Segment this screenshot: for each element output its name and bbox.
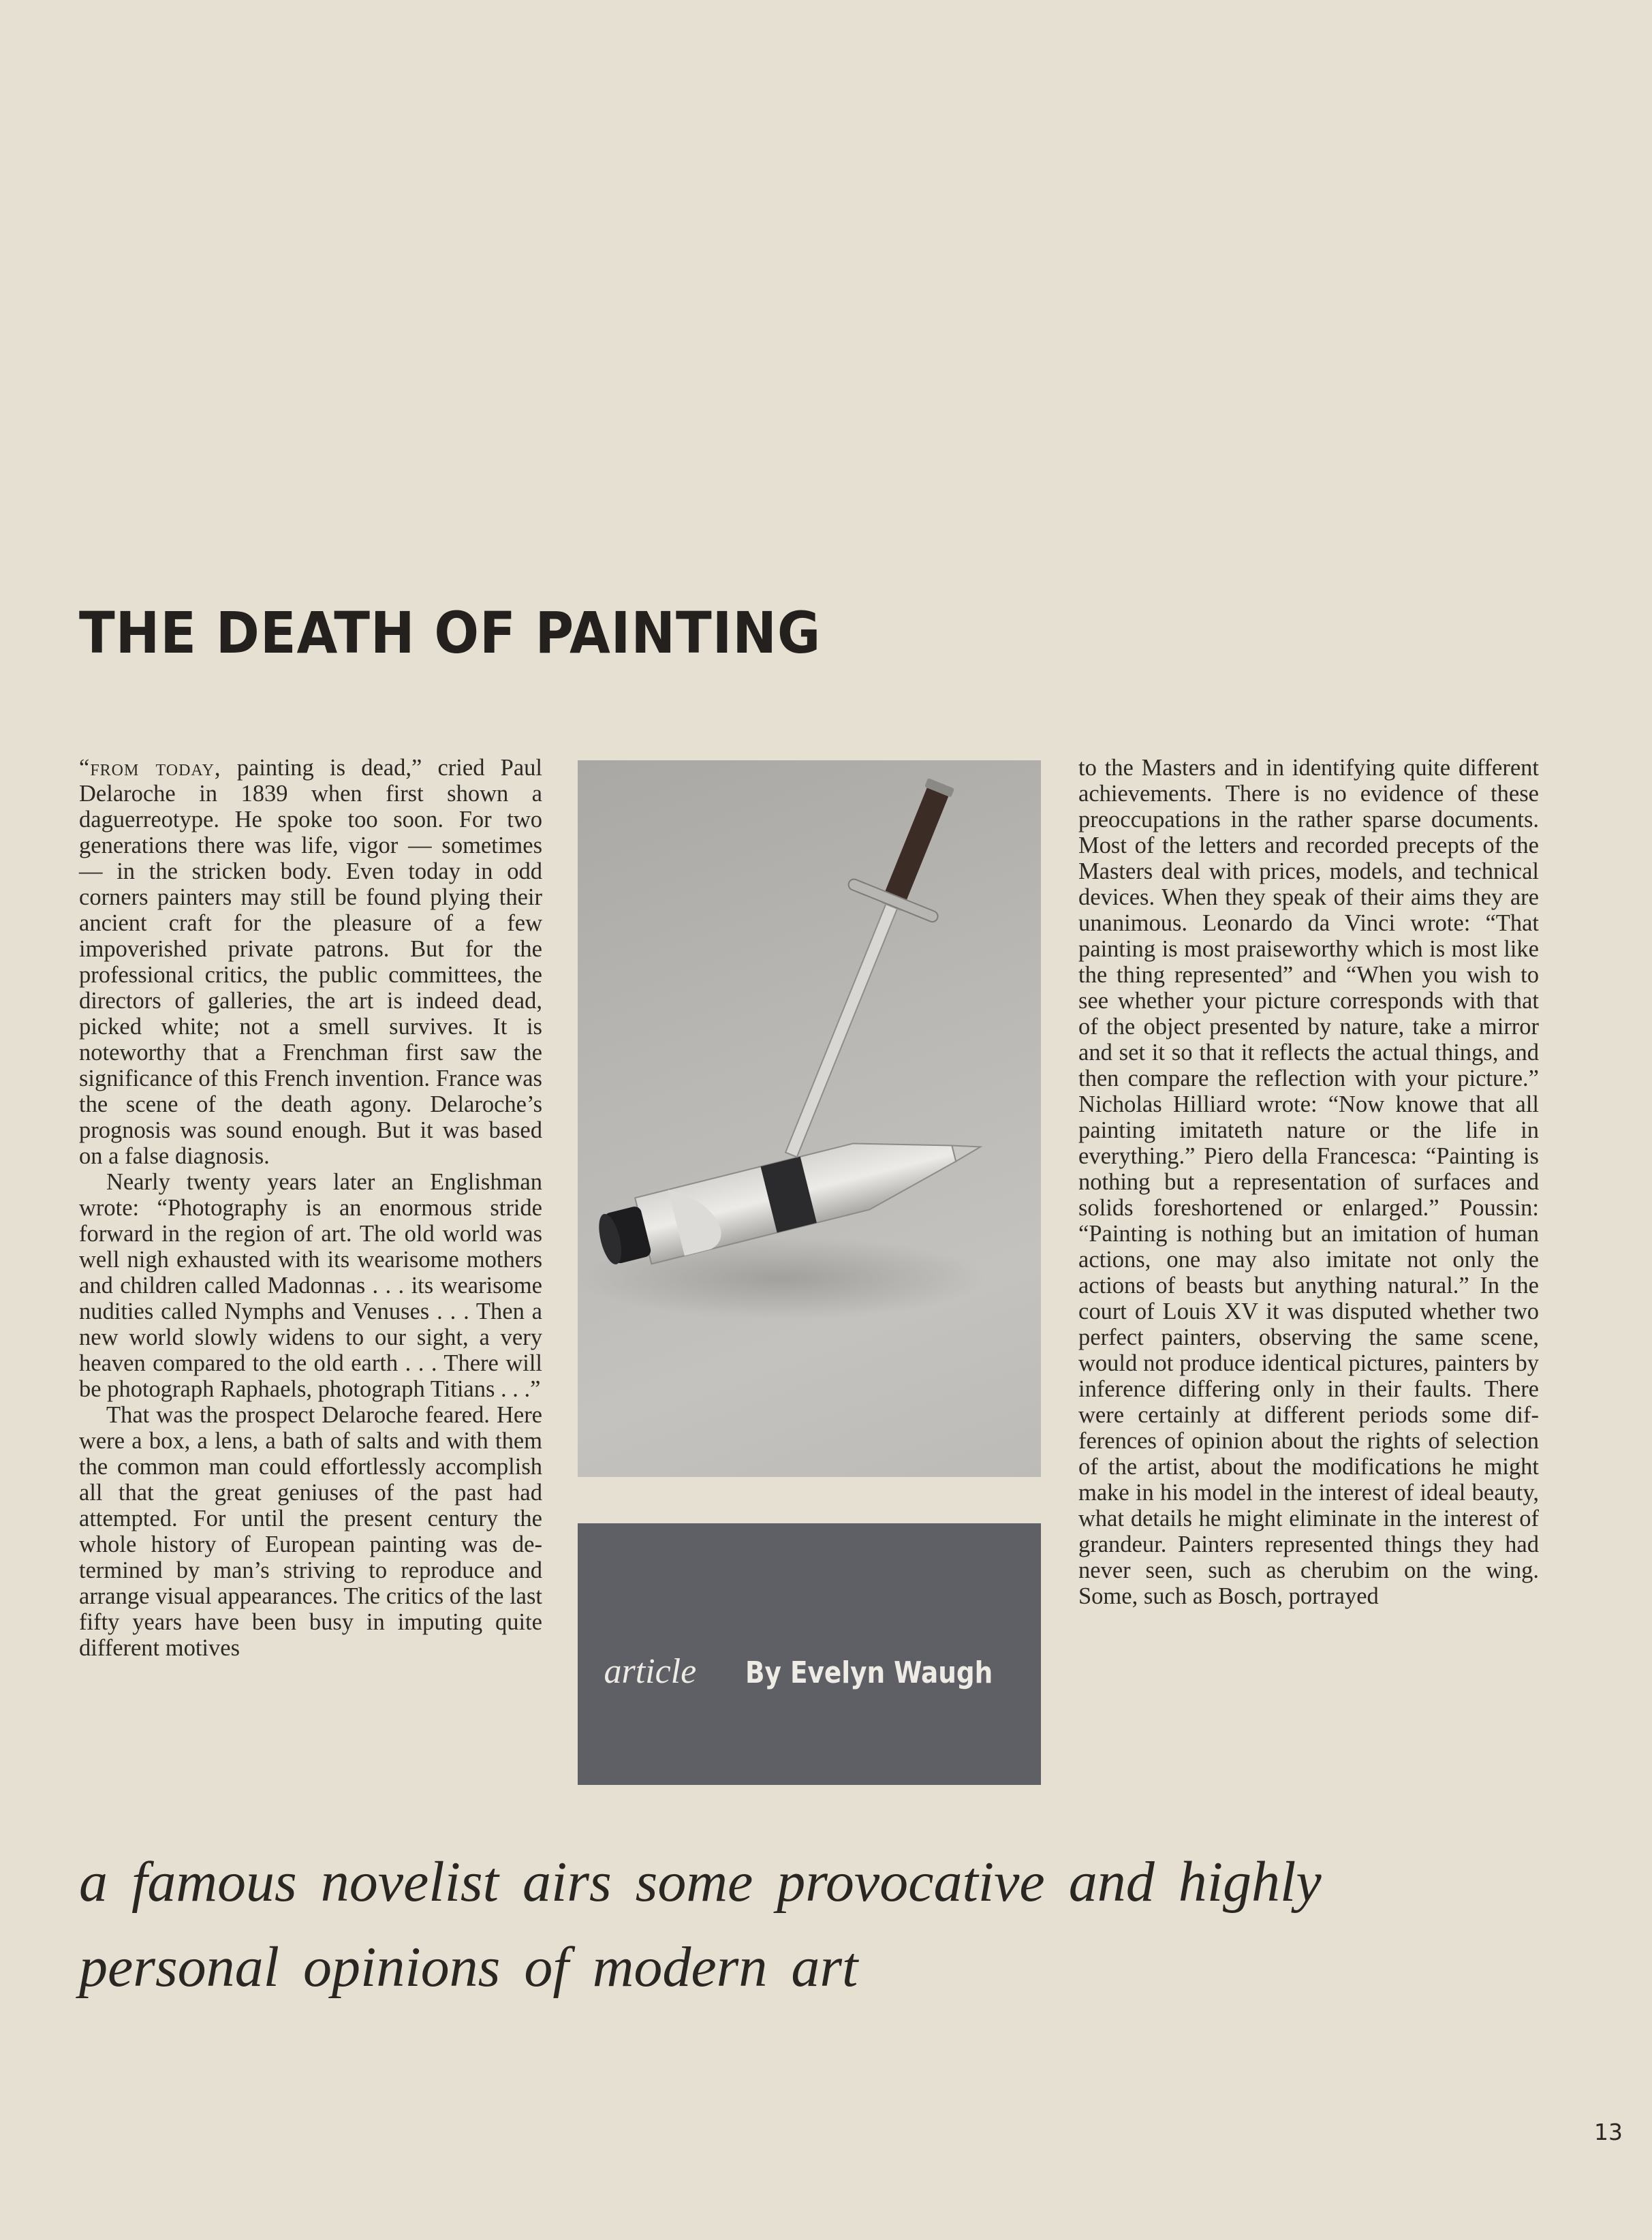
article-paragraph — [79, 755, 542, 1169]
article-paragraph: to the Masters and in identifying quite different achievements. There is no evidence of these preoccupations in the rather sparse documents. Most of the letters and recorded precepts of the Masters deal with prices, models, and technical devices. When they speak of their aims they are unanimous. Leonardo da Vinci wrote: “That painting is most praiseworthy which is most like the thing represented” and “When you wish to see whether your picture corresponds with that of the object presented by nature, take a mirror and set it so that it reflects the actual things, and then compare the reflection with your picture.” Nicholas Hilliard wrote: “Now knowe that all painting imitateth nature or the life in everything.” Piero della Francesca: “Painting is nothing but a representation of surfaces and solids foreshortened or enlarged.” Poussin: “Painting is nothing but an imitation of human actions, one may also imitate not only the actions of beasts but anything natural.” In the court of Louis XV it was disputed whether two perfect painters, observing the same scene, would not produce identical pictures, painters by inference differing only in their faults. There were certainly at different periods some differences of opinion about the rights of selection of the artist, about the modifications he might make in his model in the interest of ideal beauty, what details he might eliminate in the interest of grandeur. Painters represented things they had never seen, such as cherubim on the wing. Some, such as Bosch, portrayed — [1078, 755, 1539, 1609]
article-subtitle: a famous novelist airs some provocative and highly personal opinions of modern art — [79, 1850, 1322, 1999]
lead-in-small-caps: “from today, — [79, 755, 221, 781]
article-kind-label: article — [604, 1652, 697, 1691]
byline — [578, 1651, 1041, 1692]
paragraph-text: painting is dead,” cried Paul Delaroche in 1839 when first shown a daguerreotype. He spoke too soon. For two generations there was life, vigor — sometimes — in the stricken body. Even today in odd corners painters may still be found plying their ancient craft for the pleasure of a few impoverished private patrons. But for the professional critics, the public committees, the directors of galleries, the art is indeed dead, picked white; not a smell survives. It is noteworthy that a Frenchman first saw the significance of this French invention. France was the scene of the death agony. Delaroche’s prognosis was sound enough. But it was based on a false diagnosis. — [79, 755, 542, 1169]
illustration-photo — [578, 760, 1041, 1477]
article-column-right — [1078, 755, 1539, 1609]
article-paragraph: Nearly twenty years later an Englishman wrote: “Photography is an enormous stride forward in the region of art. The old world was well nigh exhausted with its wearisome mothers and children called Madonnas . . . its wearisome nudities called Nymphs and Venuses . . . Then a new world slowly widens to our sight, a very heaven compared to the old earth . . . There will be photograph Raphaels, photograph Titians . . .” — [79, 1169, 542, 1402]
page-number: 13 — [1594, 2119, 1623, 2145]
article-column-left — [79, 755, 542, 1661]
author-name: By Evelyn Waugh — [745, 1655, 993, 1690]
article-paragraph: That was the prospect Delaroche feared. Here were a box, a lens, a bath of salts and with them the common man could effortlessly accomplish all that the great geniuses of the past had attempted. For until the present century the whole history of European painting was determined by man’s striving to reproduce and arrange visual appearances. The critics of the last fifty years have been busy in imputing quite different motives — [79, 1402, 542, 1661]
page-title: THE DEATH OF PAINTING — [79, 600, 822, 666]
byline-box — [578, 1523, 1041, 1785]
knife-in-paint-tube-illustration — [578, 760, 1041, 1477]
